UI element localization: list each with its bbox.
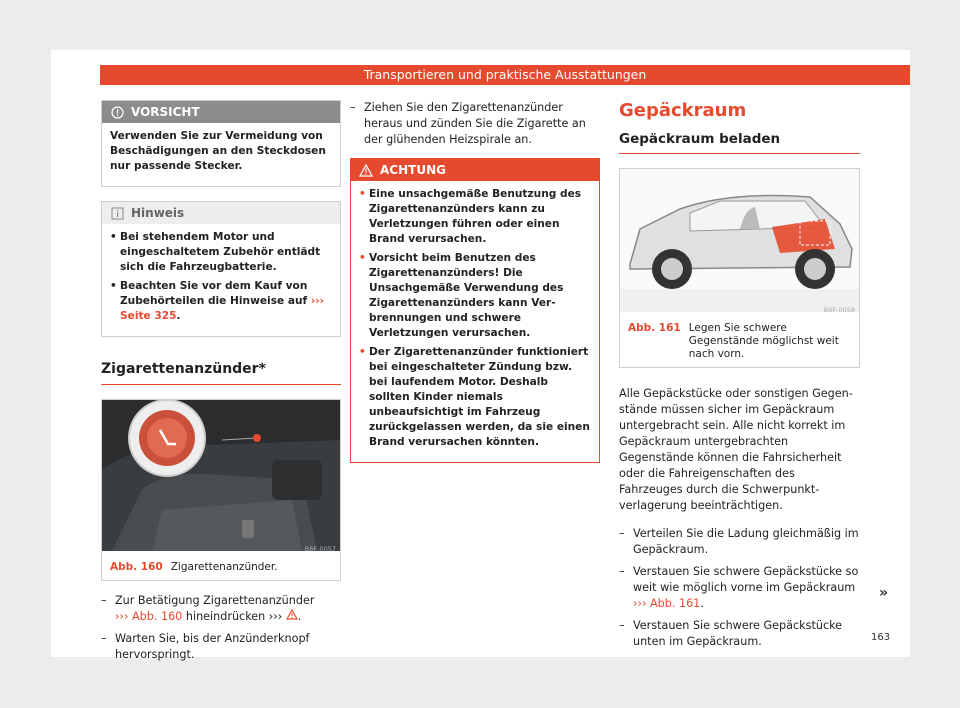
page-header: Transportieren und praktische Ausstattungen	[100, 65, 910, 85]
list-item: – Warten Sie, bis der Anzünderknopf hervorspringt.	[101, 632, 310, 661]
achtung-item: • Vorsicht beim Benutzen des Zigarettenanzünders! Die Unsachgemäße Verwendung des Zigarettenanzünders kann Verbrennungen und schwere Verletzungen verursachen.	[359, 252, 564, 339]
achtung-box	[350, 158, 600, 463]
warning-triangle-icon	[359, 163, 373, 177]
caution-circle-icon	[110, 105, 124, 119]
achtung-item: • Eine unsachgemäße Benutzung des Zigarettenanzünders kann zu Verletzungen führen oder einen Brand verursachen.	[359, 188, 582, 245]
info-icon	[110, 206, 124, 220]
gepaeck-title: Gepäckraum	[619, 100, 747, 121]
abb-161-link[interactable]: ››› Abb. 161	[633, 597, 701, 610]
continue-marker: »	[879, 585, 889, 601]
figure-code: B6F-0057	[304, 545, 336, 553]
gepaeck-paragraph: Alle Gepäckstücke oder sonstigen Gegenstände müssen sicher im Gepäckraum untergebracht sein. Alle nicht korrekt im Gepäckraum untergebrachten Gegenstände können die Fahrsicherheit oder die Fahreigenschaften des Fahrzeuges durch die Schwerpunktverlagerung beeinträchtigen.	[619, 387, 853, 512]
manual-page	[51, 50, 910, 661]
figure-161	[619, 168, 860, 368]
figure-code: B6F-0058	[823, 306, 855, 314]
figure-160-caption: Abb. 160 Zigarettenanzünder.	[110, 561, 278, 573]
zigarette-title: Zigarettenanzünder*	[101, 361, 341, 385]
achtung-item: • Der Zigarettenanzünder funktioniert bei eingeschalteter Zündung bzw. bei laufendem Motor. Deshalb sollten Kinder niemals unbeaufsichtigt im Fahrzeug zurückgelassen werden, da sie einen Brand verursachen könnten.	[359, 346, 590, 448]
vorsicht-text: Verwenden Sie zur Vermeidung von Beschädigungen an den Steckdosen nur passende Stecker.	[110, 130, 326, 172]
car-luggage-image	[620, 169, 859, 316]
list-item: – Zur Betätigung Zigarettenanzünder ››› Abb. 160 hineindrücken ››› .	[101, 594, 315, 623]
hinweis-heading: Hinweis	[102, 202, 340, 224]
abb-160-link[interactable]: ››› Abb. 160	[115, 610, 183, 623]
column-right	[619, 100, 860, 656]
column-middle	[350, 100, 600, 463]
hinweis-body	[102, 224, 340, 336]
column-left	[101, 100, 341, 669]
zigarette-step-3	[350, 100, 600, 148]
page-number: 163	[871, 632, 891, 643]
vorsicht-body	[102, 123, 340, 186]
cigarette-lighter-image	[102, 400, 340, 555]
hinweis-box	[101, 201, 341, 337]
figure-160	[101, 399, 341, 581]
vorsicht-heading: VORSICHT	[102, 101, 340, 123]
figure-161-caption: Abb. 161 Legen Sie schwere Gegenstände möglichst weit nach vorn.	[628, 322, 839, 360]
hinweis-item: • Beachten Sie vor dem Kauf von Zubehörteilen die Hinweise auf ››› Seite 325.	[110, 280, 324, 322]
achtung-body	[351, 181, 599, 462]
vorsicht-box	[101, 100, 341, 187]
gepaeck-subtitle: Gepäckraum beladen	[619, 131, 860, 154]
seite-325-link[interactable]: ››› Seite 325	[120, 295, 324, 322]
list-item: – Ziehen Sie den Zigarettenanzünder heraus und zünden Sie die Zigarette an der glühenden Heizspirale an.	[350, 101, 586, 146]
list-item: – Verteilen Sie die Ladung gleichmäßig im Gepäckraum.	[619, 527, 859, 556]
hinweis-item: • Bei stehendem Motor und eingeschaltetem Zubehör entlädt sich die Fahrzeugbatterie.	[110, 231, 321, 273]
achtung-heading: ACHTUNG	[351, 159, 599, 181]
list-item: – Verstauen Sie schwere Gepäckstücke so weit wie möglich vorne im Gepäckraum ››› Abb. 161.	[619, 565, 859, 610]
gepaeck-steps	[619, 526, 860, 650]
list-item: – Verstauen Sie schwere Gepäckstücke unten im Gepäckraum.	[619, 619, 843, 648]
warning-triangle-icon	[286, 610, 298, 623]
zigarette-steps	[101, 593, 341, 663]
